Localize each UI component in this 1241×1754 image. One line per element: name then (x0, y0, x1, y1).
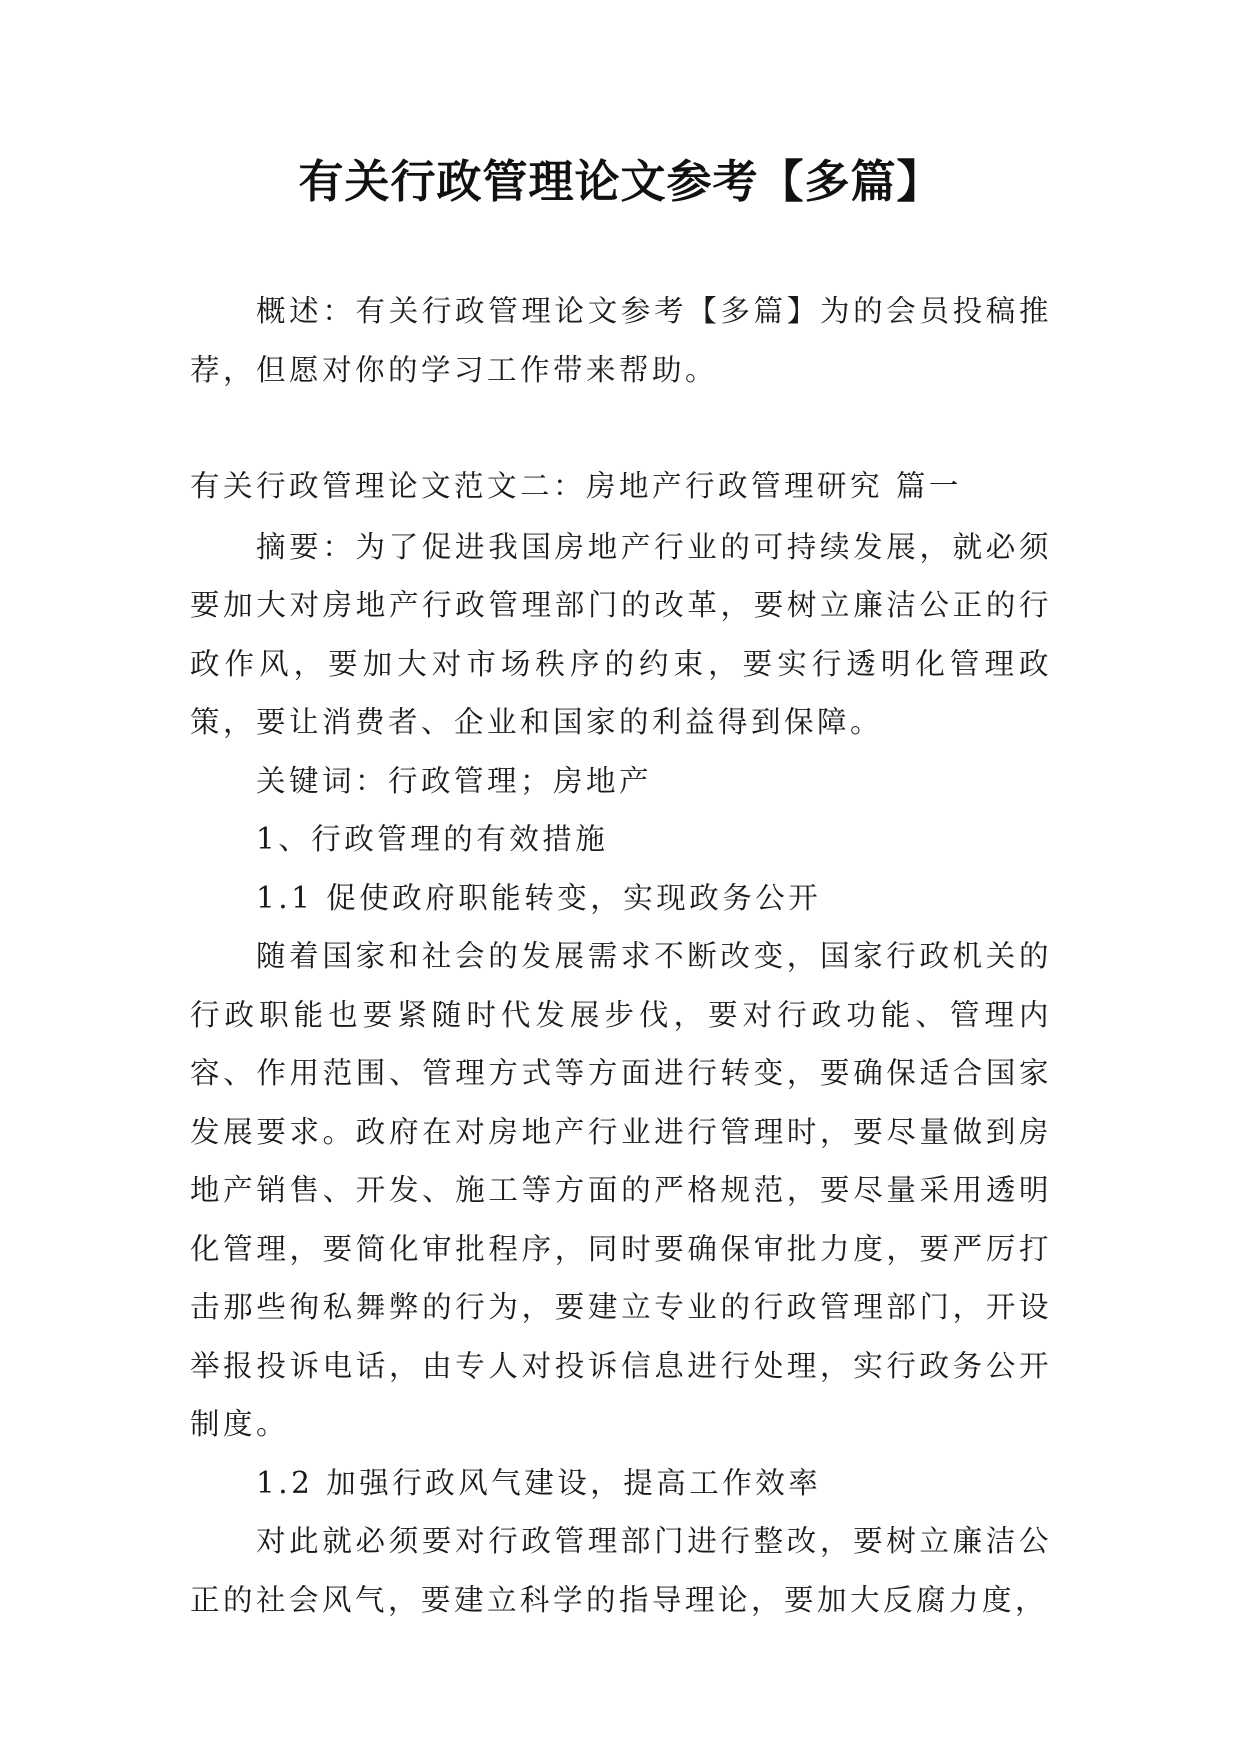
summary-paragraph: 概述：有关行政管理论文参考【多篇】为的会员投稿推荐，但愿对你的学习工作带来帮助。 (190, 294, 1052, 387)
document-body (190, 457, 1052, 1629)
heading-1: 1、行政管理的有效措施 (256, 822, 609, 856)
body-paragraph: 对此就必须要对行政管理部门进行整改，要树立廉洁公正的社会风气，要建立科学的指导理论，要加大反腐力度， (190, 1524, 1052, 1617)
section-heading: 有关行政管理论文范文二：房地产行政管理研究 篇一 (190, 469, 962, 503)
heading-1-1: 1.1 促使政府职能转变，实现政务公开 (256, 880, 822, 915)
document-title: 有关行政管理论文参考【多篇】 (298, 155, 943, 208)
body-paragraph: 随着国家和社会的发展需求不断改变，国家行政机关的行政职能也要紧随时代发展步伐，要对行政功能、管理内容、作用范围、管理方式等方面进行转变，要确保适合国家发展要求。政府在对房地产行业进行管理时，要尽量做到房地产销售、开发、施工等方面的严格规范，要尽量采用透明化管理，要简化审批程序，同时要确保审批力度，要严厉打击那些徇私舞弊的行为，要建立专业的行政管理部门，开设举报投诉电话，由专人对投诉信息进行处理，实行政务公开制度。 (190, 939, 1052, 1441)
keywords-paragraph: 关键词：行政管理；房地产 (256, 763, 653, 798)
abstract-paragraph: 摘要：为了促进我国房地产行业的可持续发展，就必须要加大对房地产行政管理部门的改革，要树立廉洁公正的行政作风，要加大对市场秩序的约束，要实行透明化管理政策，要让消费者、企业和国家的利益得到保障。 (190, 529, 1052, 739)
heading-1-2: 1.2 加强行政风气建设，提高工作效率 (256, 1465, 822, 1500)
